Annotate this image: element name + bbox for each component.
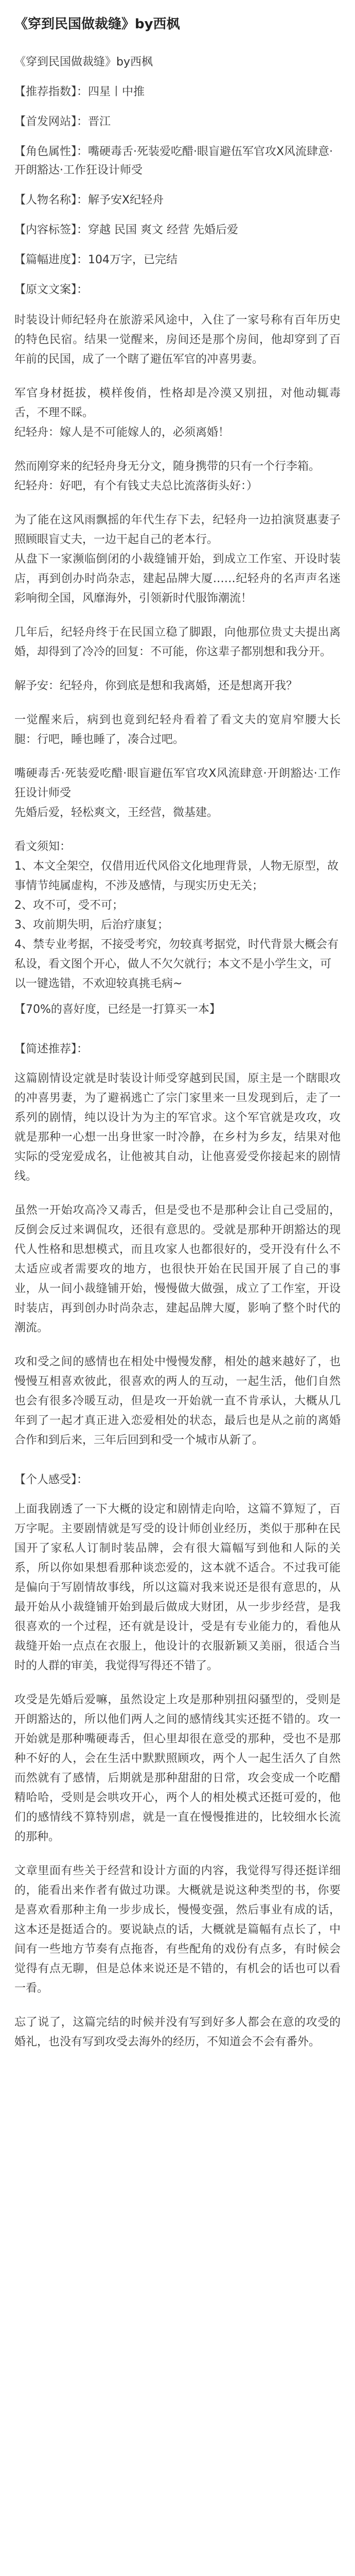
book-meta (14, 53, 341, 299)
website: 【首发网站】：晋江 (14, 115, 111, 128)
book-name: 《穿到民国做裁缝》by西枫 (14, 56, 153, 69)
rating: 【推荐指数】：四星丨中推 (14, 86, 145, 98)
word-count: 【篇幅进度】：104万字，已完结 (14, 253, 177, 266)
personal-section (14, 1500, 341, 2052)
excerpt-paragraph: 时装设计师纪轻舟在旅游采风途中，入住了一家号称有百年历史的特色民宿。结果一觉醒来，房间还是那个房间，他却穿到了百年前的民国，成了一个瞎了避伍军官的冲喜男妻。 (14, 314, 341, 366)
character-attributes: 【角色属性】：嘴硬毒舌·死装爱吃醋·眼盲避伍军官攻X风流肆意·开朗豁达·工作狂设计师受 (14, 145, 333, 177)
reading-notes (14, 837, 341, 994)
excerpt-paragraph: 解予安：纪轻舟，你到底是想和我离婚，还是想离开我？ (14, 680, 298, 692)
excerpt-paragraph: 嘴硬毒舌·死装爱吃醋·眼盲避伍军官攻X风流肆意·开朗豁达·工作狂设计师受 先婚后爱，轻松爽文，王经营，微基建。 (14, 767, 341, 819)
page-title: 《穿到民国做裁缝》by西枫 (14, 16, 180, 32)
excerpt-paragraph: 军官身材挺拔，模样俊俏，性格却是冷漠又别扭，对他动辄毒舌，不理不睬。 纪轻舟：嫁人是不可能嫁人的，必须离婚！ (14, 387, 341, 439)
excerpt-label: 【原文文案】： (14, 283, 88, 296)
personal-paragraph: 上面我剧透了一下大概的设定和剧情走向哈，这篇不算短了，百万字呢。主要剧情就是写受的设计师创业经历，类似于那种在民国开了家私人订制时装品牌，会有很大篇幅写到他和人际的关系，所以你如果想看那种谈恋爱的，这本就不适合。不过我可能是偏向于写剧情故事线，所以这篇对我来说还是很有意思的，从最开始从小裁缝铺开始到最后做成大财团，从一步步经营，是我很喜欢的一个过程，还有就是设计，受是有专业能力的，看他从裁缝开始一点点在衣服上，他设计的衣服新颖又美丽，很适合当时的人群的审美，我觉得写得还不错了。 (14, 1503, 341, 1672)
rating-note: 【70%的喜好度，已经是一打算买一本】 (14, 1003, 221, 1016)
cp-names: 【人物名称】：解予安X纪轻舟 (14, 194, 164, 207)
review-paragraph: 这篇剧情设定就是时装设计师受穿越到民国，原主是一个瞎眼攻的冲喜男妻，为了避祸逃亡了宗门家里来一旦发现到后，走了一系列的剧情，纯以设计为为主的军官求。这个军官就是攻攻，攻就是那种一心想一出身世家一时冷静，在乡村为乡友，结果对他实际的受宠爱成名，让他被其自动，让他喜爱受你接起来的剧情线。 (14, 1072, 341, 1183)
excerpt-paragraph: 然而刚穿来的纪轻舟身无分文，随身携带的只有一个行李箱。 纪轻舟：好吧，有个有钱丈夫总比流落街头好：） (14, 460, 321, 493)
review-paragraph: 虽然一开始攻高冷又毒舌，但是受也不是那种会让自己受屈的，反倒会反过来调侃攻，还很有意思的。受就是那种开朗豁达的现代人性格和思想模式，而且攻家人也都很好的，受开没有什么不太适应或者需要攻的地方，也很快开始在民国开展了自己的事业，从一间小裁缝铺开始，慢慢做大做强，成立了工作室，开设时装店，再到创办时尚杂志，建起品牌大厦，影响了整个时代的潮流。 (14, 1204, 341, 1334)
note-item: 2、攻不可，受不可； (14, 899, 123, 912)
review-section (14, 1069, 341, 1450)
personal-paragraph: 文章里面有些关于经营和设计方面的内容，我觉得写得还挺详细的，能看出来作者有做过功课。大概就是说这种类型的书，你要是喜欢看那种主角一步步成长，慢慢变强，然后事业有成的话，这本还是挺适合的。要说缺点的话，大概就是篇幅有点长了，中间有一些地方节奏有点拖沓，有些配角的戏份有点多，有时候会觉得有点无聊，但是总体来说还是不错的，有机会的话也可以看一看。 (14, 1865, 341, 1995)
review-label: 【简述推荐】： (14, 1043, 88, 1056)
personal-label: 【个人感受】： (14, 1473, 88, 1486)
note-item: 1、本文全架空，仅借用近代风俗文化地理背景，人物无原型，故事情节纯属虚构，不涉及感情，与现实历史无关； (14, 860, 339, 892)
excerpt-paragraph: 几年后，纪轻舟终于在民国立稳了脚跟，向他那位贵丈夫提出离婚，却得到了冷冷的回复：不可能，你这辈子都别想和我分开。 (14, 626, 341, 658)
closing-paragraph: 忘了说了，这篇完结的时候并没有写到好多人都会在意的攻受的婚礼，也没有写到攻受去海外的经历，不知道会不会有番外。 (14, 2016, 341, 2048)
note-item: 3、攻前期失明，后治疗康复； (14, 919, 169, 931)
review-paragraph: 攻和受之间的感情也在相处中慢慢发酵，相处的越来越好了，也慢慢互相喜欢彼此，很喜欢的两人的互动，一起生活，他们自然也会有很多冷暖互动，但是攻一开始就一直不肯承认，大概从几年到了一起才真正进入恋爱相处的状态，最后也是从之前的离婚合作和到后来，三年后回到和受一个城市从新了。 (14, 1355, 341, 1447)
excerpt (14, 311, 341, 1020)
notes-title: 看文须知： (14, 840, 72, 853)
note-item: 4、禁专业考据，不接受考究，勿较真考据党，时代背景大概会有私设，看文图个开心，做人不欠欠就行；本文不是小学生文，可以一键选错，不欢迎较真挑毛病~ (14, 938, 339, 990)
excerpt-paragraph: 一觉醒来后，病到也竟到纪轻舟看着了看文夫的宽肩窄腰大长腿：行吧，睡也睡了，凑合过吧。 (14, 714, 341, 746)
content-tags: 【内容标签】：穿越 民国 爽文 经营 先婚后爱 (14, 224, 238, 236)
personal-paragraph: 攻受是先婚后爱嘛，虽然设定上攻是那种别扭闷骚型的，受则是开朗豁达的，所以他们两人之间的感情线其实还挺不错的。攻一开始就是那种嘴硬毒舌，但心里却很在意受的那种，受也不是那种不好的人，会在生活中默默照顾攻，两个人一起生活久了自然而然就有了感情，后期就是那种甜甜的日常，攻会变成一个吃醋精哈哈，受则是会哄攻开心，两个人的相处模式还挺可爱的，他们的感情线不算特别虐，就是一直在慢慢推进的，比较细水长流的那种。 (14, 1693, 341, 1843)
excerpt-paragraph: 为了能在这风雨飘摇的年代生存下去，纪轻舟一边拍演贤惠妻子照顾眼盲丈夫，一边干起自己的老本行。 从盘下一家濒临倒闭的小裁缝铺开始，到成立工作室、开设时装店，再到创办时尚杂志，建起品牌大厦……纪轻舟的名声声名迷彩响彻全国，风靡海外，引领新时代服饰潮流！ (14, 514, 341, 605)
